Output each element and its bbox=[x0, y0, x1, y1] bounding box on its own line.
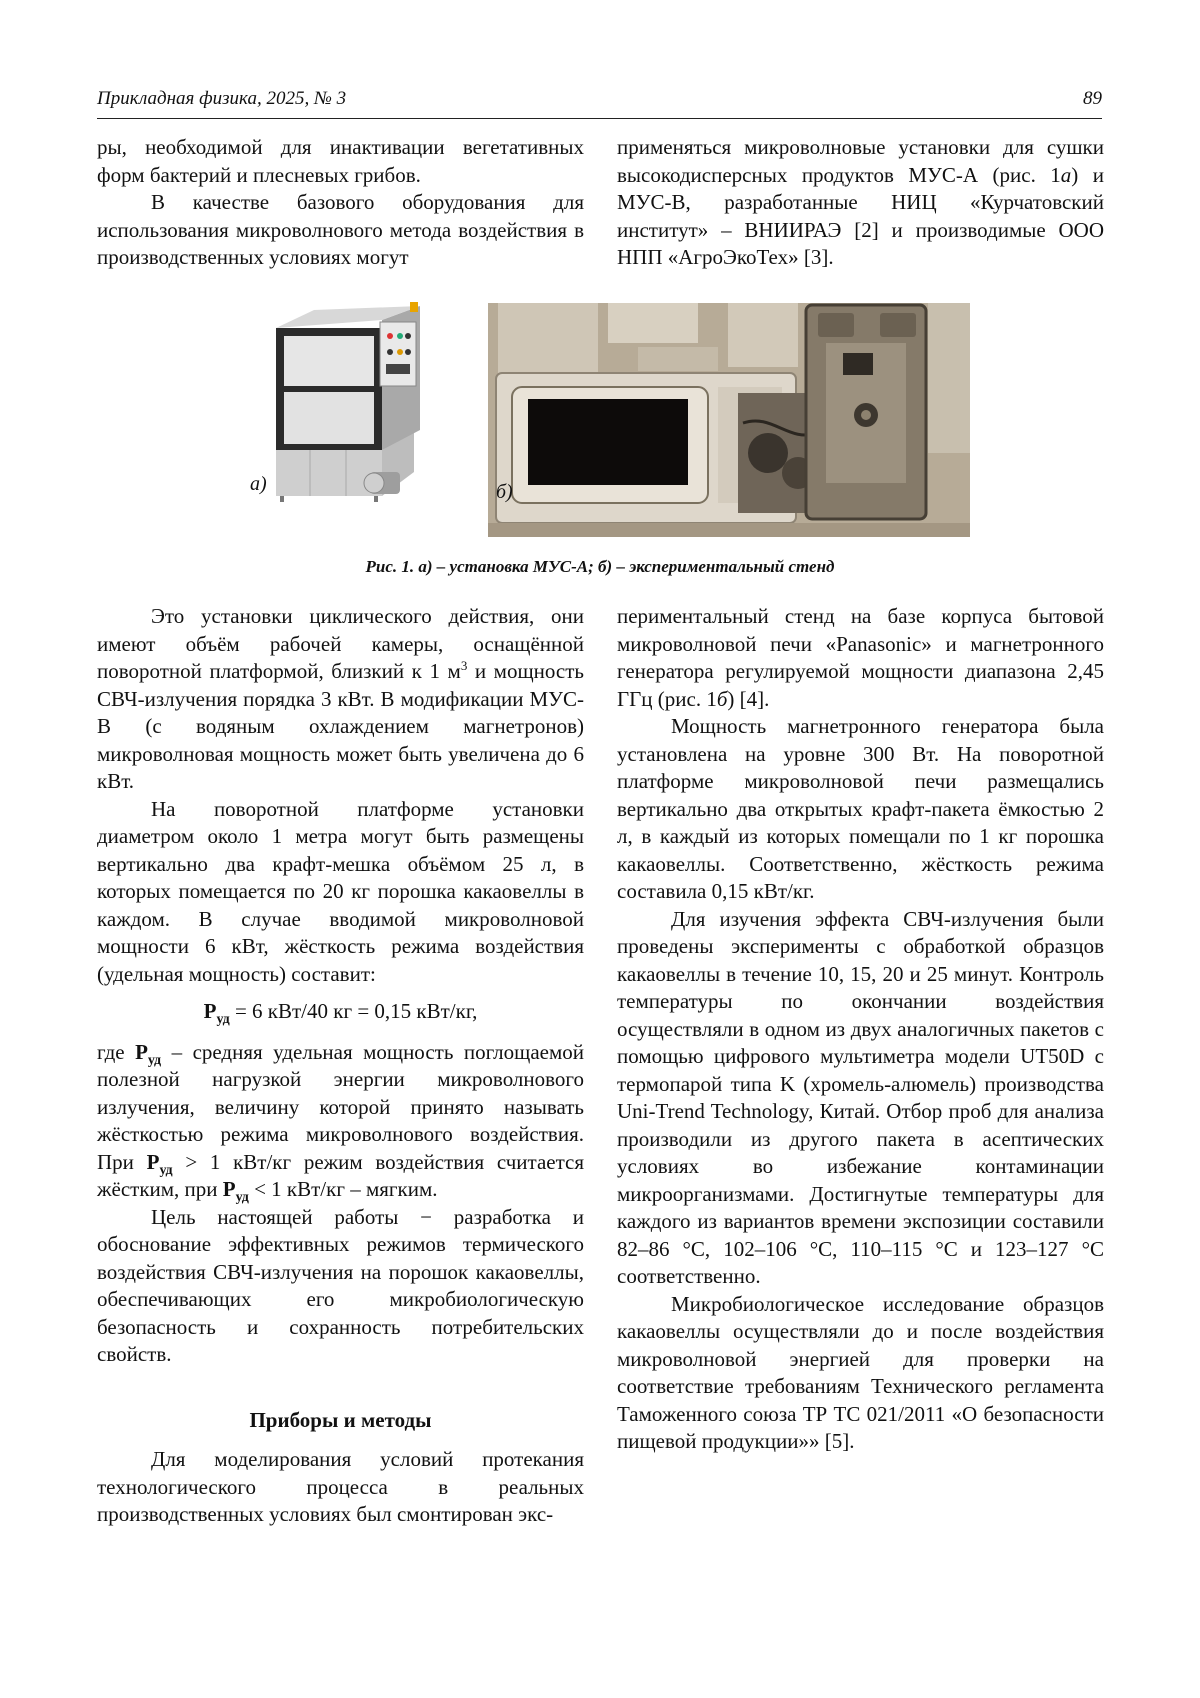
figure-label-a: а) bbox=[250, 473, 267, 495]
text-run: ) и МУС-В, разработанные НИЦ «Курчатовский институт» – ВНИИРАЭ [2] и производимые ООО НПП «АгроЭкоТех» [3]. bbox=[617, 162, 1104, 269]
symbol: P bbox=[203, 999, 217, 1023]
symbol: P bbox=[135, 1039, 148, 1064]
journal-title: Прикладная физика, 2025, № 3 bbox=[97, 88, 347, 109]
bottom-left-column bbox=[97, 603, 584, 1529]
text-run: а bbox=[1060, 162, 1072, 187]
text-run: Это установки циклического действия, они имеют объём рабочей камеры, оснащённой поворотной платформой, близкий к 1 м bbox=[97, 604, 584, 683]
paragraph: ры, необходимой для инактивации вегетативных форм бактерий и плесневых грибов. bbox=[97, 135, 584, 187]
text-run: < 1 кВт/кг – мягким. bbox=[248, 1177, 438, 1201]
text-run: – средняя удельная мощность поглощаемой полезной нагрузкой энергии микроволнового излучения, величину которой принято называть жёсткостью режима микроволнового воздействия. При bbox=[97, 1039, 584, 1174]
text-run: б bbox=[716, 686, 728, 711]
text-run: и мощность СВЧ-излучения порядка 3 кВт. В модификации МУС-В (с водяным охлаждением магнетронов) микроволновая мощность может быть увеличена до 6 кВт. bbox=[97, 659, 584, 793]
figure-caption: Рис. 1. а) – установка МУС-А; б) – экспериментальный стенд bbox=[365, 557, 835, 576]
symbol: P bbox=[222, 1177, 236, 1201]
figure-1 bbox=[0, 300, 1200, 590]
paragraph: Для моделирования условий протекания технологического процесса в реальных производственных условиях был смонтирован экс- bbox=[97, 1447, 584, 1526]
experimental-stand-photo bbox=[488, 303, 970, 537]
paragraph: Микробиологическое исследование образцов какаовеллы осуществляли до и после воздействия микроволновой энергией для проверки на соответствие требованиям Технического регламента Таможенного союза ТР ТС 021/2011 «О безопасности пищевой продукции»» [5]. bbox=[617, 1291, 1104, 1453]
text-run: = 6 кВт/40 кг = 0,15 кВт/кг, bbox=[229, 999, 478, 1023]
paragraph bbox=[97, 603, 584, 796]
paragraph: В качестве базового оборудования для использования микроволнового метода воздействия в производственных условиях могут bbox=[97, 190, 584, 269]
symbol: P bbox=[146, 1149, 160, 1174]
paragraph: Для изучения эффекта СВЧ-излучения были проведены эксперименты с обработкой образцов какаовеллы в течение 10, 15, 20 и 25 минут. Контроль температуры по окончании воздействия осуществляли в одном из двух аналогичных пакетов с помощью цифрового мультиметра модели UT50D с термопарой типа K (хромель-алюмель) производства Uni-Trend Technology, Китай. Отбор проб для анализа производили из другого пакета в асептических условиях во избежание контаминации микроорганизмами. Достигнутые температуры для каждого из вариантов времени экспозиции составили 82–86 °C, 102–106 °C, 110–115 °C и 123–127 °C соответственно. bbox=[617, 906, 1104, 1288]
paragraph bbox=[97, 1039, 584, 1204]
text-run: где bbox=[97, 1039, 136, 1064]
figure-label-b: б) bbox=[496, 481, 513, 503]
bottom-right-column bbox=[617, 603, 1104, 1456]
text-run: ) [4]. bbox=[727, 686, 770, 711]
paragraph bbox=[617, 134, 1104, 272]
subscript: уд bbox=[216, 1012, 230, 1028]
formula bbox=[97, 998, 584, 1026]
superscript: 3 bbox=[460, 658, 468, 673]
subscript: уд bbox=[159, 1162, 173, 1178]
subscript: уд bbox=[235, 1190, 249, 1206]
page-number: 89 bbox=[1083, 88, 1102, 109]
text-run: применяться микроволновые установки для сушки высокодисперсных продуктов МУС-А (рис. 1 bbox=[617, 135, 1104, 187]
subscript: уд bbox=[147, 1052, 162, 1068]
text-run: перимeнтальный стенд на базе корпуса бытовой микроволновой печи «Panasonic» и магнетронного генератора регулируемой мощности диапазона 2,45 ГГц (рис. 1 bbox=[617, 604, 1104, 711]
paragraph: На поворотной платформе установки диаметром около 1 метра могут быть размещены вертикально два крафт-мешка объёмом 25 л, в которых помещается по 20 кг порошка какаовеллы в каждом. В случае вводимой микроволновой мощности 6 кВт, жёсткость режима воздействия (удельная мощность) составит: bbox=[97, 796, 584, 986]
running-head bbox=[97, 88, 1102, 119]
top-left-column bbox=[97, 134, 584, 272]
paragraph: Цель настоящей работы − разработка и обоснование эффективных режимов термического воздействия СВЧ-излучения на порошок какаовеллы, обеспечивающих его микробиологическую безопасность и сохранность потребительских свойств. bbox=[97, 1204, 584, 1366]
top-right-column bbox=[617, 134, 1104, 272]
paragraph: Мощность магнетронного генератора была установлена на уровне 300 Вт. На поворотной платформе микроволновой печи размещались вертикально два открытых крафт-пакета ёмкостью 2 л, в каждый из которых помещали по 1 кг порошка какаовеллы. Соответственно, жёсткость режима составила 0,15 кВт/кг. bbox=[617, 714, 1104, 903]
paragraph bbox=[617, 603, 1104, 713]
section-heading: Приборы и методы bbox=[249, 1407, 432, 1432]
mus-a-unit-photo bbox=[262, 300, 442, 532]
text-run: > 1 кВт/кг режим воздействия считается жёстким, при bbox=[97, 1149, 585, 1201]
